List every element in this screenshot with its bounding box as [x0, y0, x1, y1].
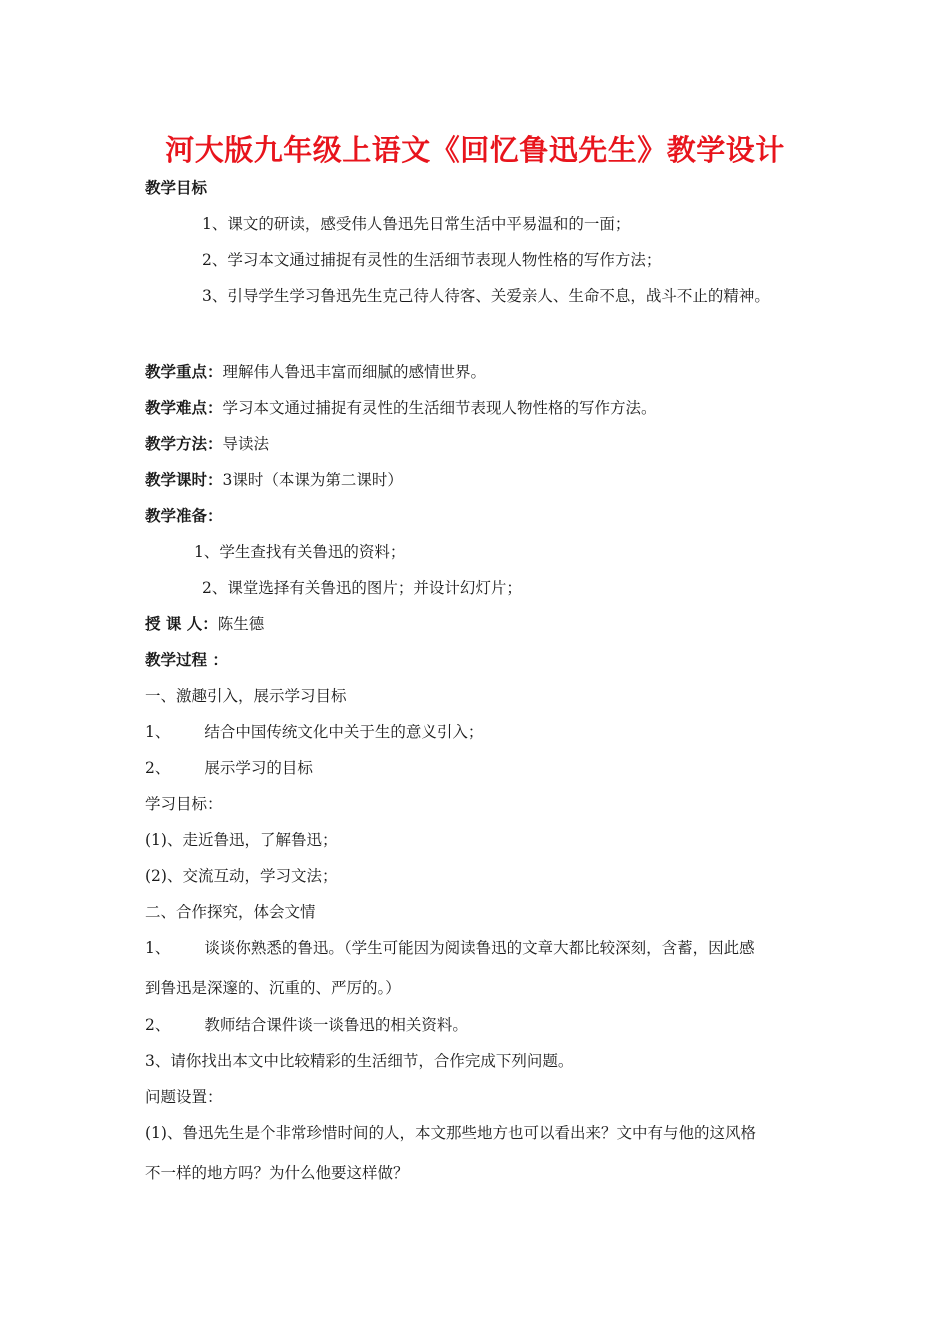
method-label: 教学方法： — [145, 434, 223, 453]
section-2-item-1-continued: 到鲁迅是深邃的、沉重的、严厉的。） — [145, 979, 401, 997]
section-1-heading: 一、激趣引入，展示学习目标 — [145, 687, 347, 705]
difficulty-text: 学习本文通过捕捉有灵性的生活细节表现人物性格的写作方法。 — [222, 399, 657, 417]
objective-item-2: 2、学习本文通过捕捉有灵性的生活细节表现人物性格的写作方法； — [202, 251, 662, 269]
section-1-item-1 — [145, 722, 483, 742]
method-row — [145, 434, 269, 454]
item-text: 谈谈你熟悉的鲁迅。（学生可能因为阅读鲁迅的文章大都比较深刻，含蓄，因此感 — [204, 939, 755, 957]
difficulty-row — [145, 398, 657, 418]
section-2-item-3: 3、请你找出本文中比较精彩的生活细节，合作完成下列问题。 — [145, 1052, 574, 1070]
section-2-heading: 二、合作探究，体会文情 — [145, 903, 316, 921]
section-2-item-1 — [145, 938, 755, 958]
goals-label: 学习目标： — [145, 795, 223, 813]
item-number: 2、 — [145, 1016, 171, 1034]
teacher-row — [145, 614, 264, 634]
hours-text: 3课时（本课为第二课时） — [222, 471, 403, 489]
method-text: 导读法 — [222, 435, 270, 453]
key-point-label: 教学重点： — [145, 362, 223, 381]
hours-label: 教学课时： — [145, 470, 223, 489]
prep-label: 教学准备： — [145, 506, 223, 525]
prep-item-1: 1、学生查找有关鲁迅的资料； — [194, 543, 406, 561]
item-text: 结合中国传统文化中关于生的意义引入； — [204, 723, 484, 741]
teacher-text: 陈生德 — [217, 615, 265, 633]
key-point-text: 理解伟人鲁迅丰富而细腻的感情世界。 — [222, 363, 487, 381]
item-number: 2、 — [145, 759, 171, 777]
section-1-item-2 — [145, 758, 313, 778]
item-text: 教师结合课件谈一谈鲁迅的相关资料。 — [204, 1016, 468, 1034]
item-number: 1、 — [145, 723, 171, 741]
teacher-label: 授 课 人： — [145, 614, 218, 633]
item-number: 1、 — [145, 939, 171, 957]
item-text: 展示学习的目标 — [204, 759, 313, 777]
prep-item-2: 2、课堂选择有关鲁迅的图片；并设计幻灯片； — [202, 579, 522, 597]
goal-item-1: (1)、走近鲁迅，了解鲁迅； — [145, 831, 338, 849]
difficulty-label: 教学难点： — [145, 398, 223, 417]
question-1: (1)、鲁迅先生是个非常珍惜时间的人，本文那些地方也可以看出来？文中有与他的这风格 — [145, 1124, 756, 1142]
process-label: 教学过程 ： — [145, 650, 228, 669]
objectives-heading: 教学目标 — [145, 178, 208, 197]
goal-item-2: (2)、交流互动，学习文法； — [145, 867, 338, 885]
objective-item-3: 3、引导学生学习鲁迅先生克己待人待客、关爱亲人、生命不息，战斗不止的精神。 — [202, 287, 770, 305]
key-point-row — [145, 362, 486, 382]
section-2-item-2 — [145, 1015, 468, 1035]
hours-row — [145, 470, 403, 490]
question-1-continued: 不一样的地方吗？为什么他要这样做？ — [145, 1164, 409, 1182]
questions-label: 问题设置： — [145, 1088, 223, 1106]
document-title: 河大版九年级上语文《回忆鲁迅先生》教学设计 — [165, 133, 785, 167]
objective-item-1: 1、课文的研读，感受伟人鲁迅先日常生活中平易温和的一面； — [202, 215, 631, 233]
